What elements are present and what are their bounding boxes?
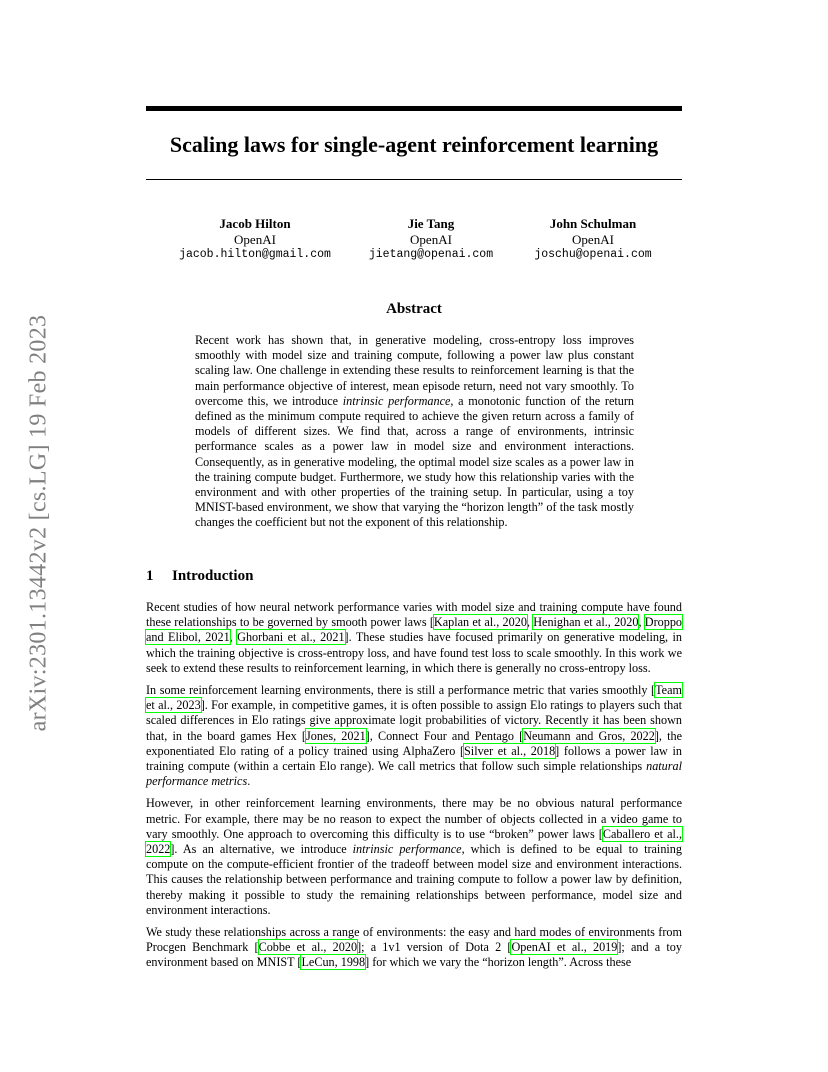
citation-link[interactable]: Jones, 2021 — [305, 728, 366, 743]
author-name: Jie Tang — [407, 216, 455, 231]
title-top-rule — [146, 106, 682, 111]
citation-link[interactable]: Caballero et al., 2022 — [146, 826, 682, 857]
text-span: ] for which we vary the “horizon length”. Across these — [365, 955, 632, 970]
author-name: John Schulman — [549, 216, 637, 231]
author-email[interactable]: joschu@openai.com — [534, 248, 652, 261]
paragraph-3 — [146, 796, 682, 918]
author-email[interactable]: jacob.hilton@gmail.com — [179, 248, 331, 261]
section-number: 1 — [146, 568, 154, 584]
paragraph-4 — [146, 925, 682, 971]
text-span: ]; a 1v1 version of Dota 2 [ — [357, 940, 512, 955]
citation-link[interactable]: Cobbe et al., 2020 — [258, 940, 358, 955]
citation-link[interactable]: OpenAI et al., 2019 — [511, 940, 618, 955]
citation-link[interactable]: LeCun, 1998 — [301, 955, 366, 970]
abstract-text — [195, 333, 634, 531]
citation-link[interactable]: Silver et al., 2018 — [464, 743, 556, 758]
author-1 — [160, 216, 350, 262]
author-email[interactable]: jietang@openai.com — [368, 248, 494, 261]
text-span: , — [638, 615, 645, 630]
text-span: In some reinforcement learning environments, there is still a performance metric that varies smoothly [ — [146, 683, 656, 698]
text-span: ], Connect Four and Pentago [ — [365, 728, 524, 743]
introduction-body — [146, 600, 682, 978]
author-name: Jacob Hilton — [219, 216, 291, 231]
abstract-heading: Abstract — [386, 301, 442, 317]
text-span: ]. As an alternative, we introduce — [170, 842, 353, 857]
citation-link[interactable]: Neumann and Gros, 2022 — [523, 728, 655, 743]
citation-link[interactable]: Ghorbani et al., 2021 — [237, 630, 345, 645]
title-bottom-rule — [146, 179, 682, 180]
citation-link[interactable]: Team et al., 2023 — [146, 683, 682, 713]
section-title: Introduction — [172, 568, 254, 584]
abstract-text-part: , a monotonic function of the return defined as the minimum compute required to achieve the given return across a family of models of different sizes. We find that, across a range of environments, intrinsic performance scales as a power law in model size and environment interactions. Consequently, as in generative modeling, the optimal model size scales as a power law in the training compute budget. Furthermore, we study how this relationship varies with the environment and with other properties of the training setup. In particular, using a toy MNIST-based environment, we show that varying the “horizon length” of the task mostly changes the coefficient but not the exponent of this relationship. — [195, 393, 635, 530]
author-affiliation: OpenAI — [234, 232, 276, 247]
text-span: , which is defined to be equal to training compute on the compute-efficient frontier of the tradeoff between model size and environment interactions. This causes the relationship between performance and training compute to follow a power law by definition, thereby making it possible to study the remaining relationships between performance, model size and environment interactions. — [146, 842, 682, 917]
paragraph-1 — [146, 600, 682, 676]
arxiv-identifier: arXiv:2301.13442v2 [cs.LG] 19 Feb 2023 — [25, 314, 52, 732]
text-span: , — [526, 615, 534, 630]
text-span: ]; and a toy environment based on MNIST [ — [146, 940, 682, 970]
text-span: , — [229, 630, 238, 645]
emphasis-text: intrinsic performance — [352, 842, 462, 857]
citation-link[interactable]: Kaplan et al., 2020 — [433, 615, 527, 630]
paper-title: Scaling laws for single-agent reinforcement learning — [169, 132, 659, 157]
text-span: We study these relationships across a range of environments: the easy and hard modes of environments from Procgen Benchmark [ — [146, 925, 682, 955]
text-span: ]. These studies have focused primarily on generative modeling, in which the training objective is cross-entropy loss, and have found test loss to scale smoothly. In this work we seek to extend these results to reinforcement learning, in which there is generally no cross-entropy loss. — [146, 630, 683, 675]
author-block — [146, 216, 682, 266]
text-span: ]. For example, in competitive games, it is often possible to assign Elo ratings to players such that scaled differences in Elo ratings give approximate logit probabilities of victory. Recently it has been shown that, in the board games Hex [ — [146, 698, 682, 743]
text-span: However, in other reinforcement learning environments, there may be no obvious natural performance metric. For example, there may be no reason to expect the number of objects collected in a video game to vary smoothly. One approach to overcoming this difficulty is to use “broken” power laws [ — [146, 796, 682, 841]
abstract-emphasis: intrinsic performance — [342, 393, 451, 408]
author-affiliation: OpenAI — [410, 232, 452, 247]
citation-link[interactable]: Henighan et al., 2020 — [533, 615, 639, 630]
author-affiliation: OpenAI — [572, 232, 614, 247]
author-3 — [498, 216, 688, 262]
text-span: . — [247, 774, 251, 789]
abstract-text-part: Recent work has shown that, in generative modeling, cross-entropy loss improves smoothly with model size and training compute, following a power law plus constant scaling law. One challenge in extending these results to reinforcement learning is that the main performance objective of interest, mean episode return, need not vary smoothly. To overcome this, we introduce — [195, 333, 634, 408]
text-span: Recent studies of how neural network performance varies with model size and training compute have found these relationships to be governed by smooth power laws [ — [146, 600, 682, 630]
citation-link[interactable]: Droppo and Elibol, 2021 — [146, 615, 683, 645]
paragraph-2 — [146, 683, 682, 789]
section-heading — [146, 567, 253, 585]
emphasis-text: natural performance metrics — [146, 759, 682, 789]
text-span: ] follows a power law in training compute (within a certain Elo range). We call metrics that follow such simple relationships — [146, 743, 682, 774]
arxiv-sidebar — [24, 287, 54, 759]
text-span: ], the exponentiated Elo rating of a policy trained using AlphaZero [ — [146, 728, 682, 758]
